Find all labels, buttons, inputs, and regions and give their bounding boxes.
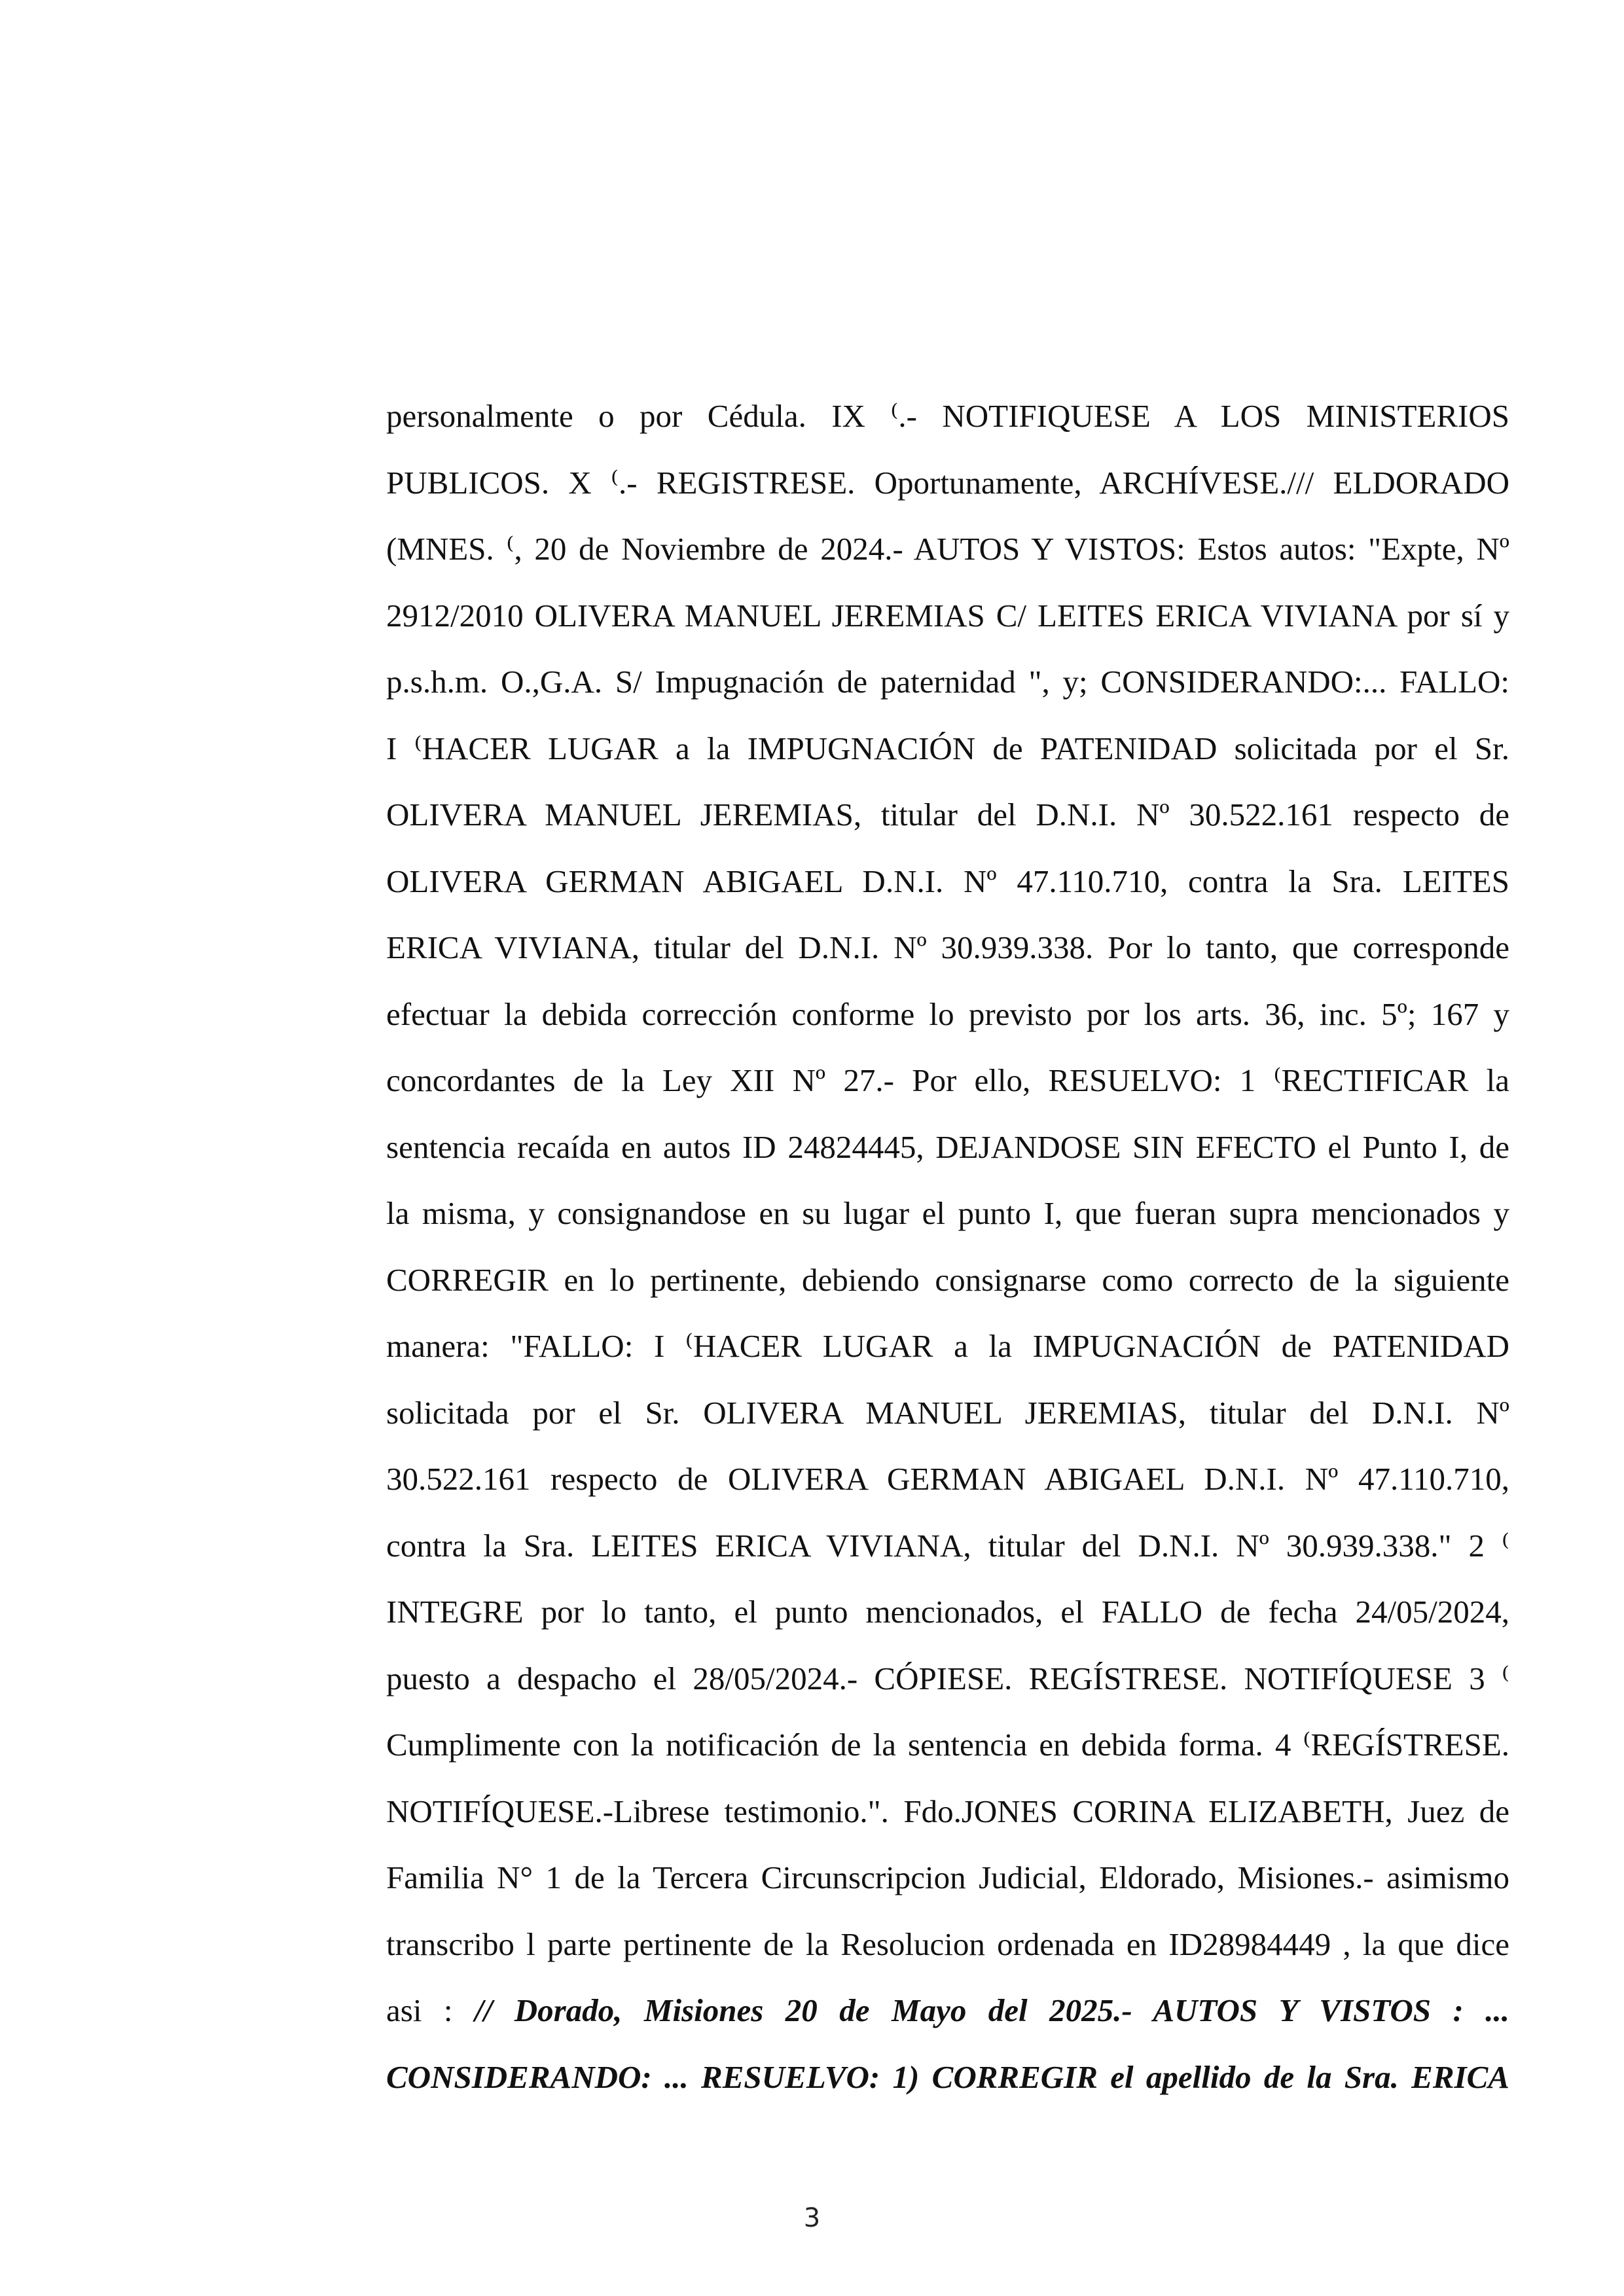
text-line-8: OLIVERA GERMAN ABIGAEL D.N.I. Nº 47.110.710, contra la Sra. LEITES bbox=[386, 863, 1509, 899]
text-line-9: ERICA VIVIANA, titular del D.N.I. Nº 30.939.338. Por lo tanto, que corresponde bbox=[386, 929, 1509, 965]
text-line-25 bbox=[386, 1977, 1509, 2044]
text-line-12: sentencia recaída en autos ID 24824445, DEJANDOSE SIN EFECTO el Punto I, de bbox=[386, 1128, 1509, 1165]
text-line-22: NOTIFÍQUESE.-Librese testimonio.". Fdo.JONES CORINA ELIZABETH, Juez de bbox=[386, 1793, 1509, 1829]
text-line-17: 30.522.161 respecto de OLIVERA GERMAN ABIGAEL D.N.I. Nº 47.110.710, bbox=[386, 1461, 1509, 1497]
text-line-2: PUBLICOS. X ⁽.- REGISTRESE. Oportunamente, ARCHÍVESE./// ELDORADO bbox=[386, 464, 1509, 501]
text-line-24: transcribo l parte pertinente de la Resolucion ordenada en ID28984449 , la que dice bbox=[386, 1926, 1509, 1962]
text-line-18: contra la Sra. LEITES ERICA VIVIANA, titular del D.N.I. Nº 30.939.338." 2 ⁽ bbox=[386, 1527, 1509, 1564]
page-number: 3 bbox=[803, 2203, 821, 2233]
text-line-1: personalmente o por Cédula. IX ⁽.- NOTIFIQUESE A LOS MINISTERIOS bbox=[386, 398, 1509, 434]
text-line-16: solicitada por el Sr. OLIVERA MANUEL JEREMIAS, titular del D.N.I. Nº bbox=[386, 1394, 1509, 1431]
text-line-23: Familia N° 1 de la Tercera Circunscripcion Judicial, Eldorado, Misiones.- asimismo bbox=[386, 1859, 1509, 1895]
text-line-21: Cumplimente con la notificación de la sentencia en debida forma. 4 ⁽REGÍSTRESE. bbox=[386, 1727, 1509, 1763]
document-body bbox=[386, 383, 1509, 2110]
text-line-10: efectuar la debida corrección conforme lo previsto por los arts. 36, inc. 5º; 167 y bbox=[386, 996, 1509, 1032]
text-line-11: concordantes de la Ley XII Nº 27.- Por ello, RESUELVO: 1 ⁽RECTIFICAR la bbox=[386, 1062, 1509, 1098]
text-line-19: INTEGRE por lo tanto, el punto mencionados, el FALLO de fecha 24/05/2024, bbox=[386, 1594, 1509, 1630]
text-line-25-emphasis: // Dorado, Misiones 20 de Mayo del 2025.- AUTOS Y VISTOS : ... bbox=[475, 1992, 1509, 2028]
text-line-4: 2912/2010 OLIVERA MANUEL JEREMIAS C/ LEITES ERICA VIVIANA por sí y bbox=[386, 597, 1509, 634]
text-line-25-prefix: asi : bbox=[386, 1992, 475, 2028]
text-line-6: I ⁽HACER LUGAR a la IMPUGNACIÓN de PATENIDAD solicitada por el Sr. bbox=[386, 730, 1509, 766]
text-line-5: p.s.h.m. O.,G.A. S/ Impugnación de paternidad ", y; CONSIDERANDO:... FALLO: bbox=[386, 664, 1509, 700]
text-line-15: manera: "FALLO: I ⁽HACER LUGAR a la IMPUGNACIÓN de PATENIDAD bbox=[386, 1328, 1509, 1364]
text-line-3: (MNES. ⁽, 20 de Noviembre de 2024.- AUTOS Y VISTOS: Estos autos: "Expte, Nº bbox=[386, 531, 1509, 567]
text-line-14: CORREGIR en lo pertinente, debiendo consignarse como correcto de la siguiente bbox=[386, 1261, 1509, 1298]
text-line-13: la misma, y consignandose en su lugar el punto I, que fueran supra mencionados y bbox=[386, 1195, 1509, 1231]
text-line-20: puesto a despacho el 28/05/2024.- CÓPIESE. REGÍSTRESE. NOTIFÍQUESE 3 ⁽ bbox=[386, 1660, 1509, 1696]
text-line-26: CONSIDERANDO: ... RESUELVO: 1) CORREGIR el apellido de la Sra. ERICA bbox=[386, 2058, 1509, 2095]
text-line-7: OLIVERA MANUEL JEREMIAS, titular del D.N.I. Nº 30.522.161 respecto de bbox=[386, 797, 1509, 833]
